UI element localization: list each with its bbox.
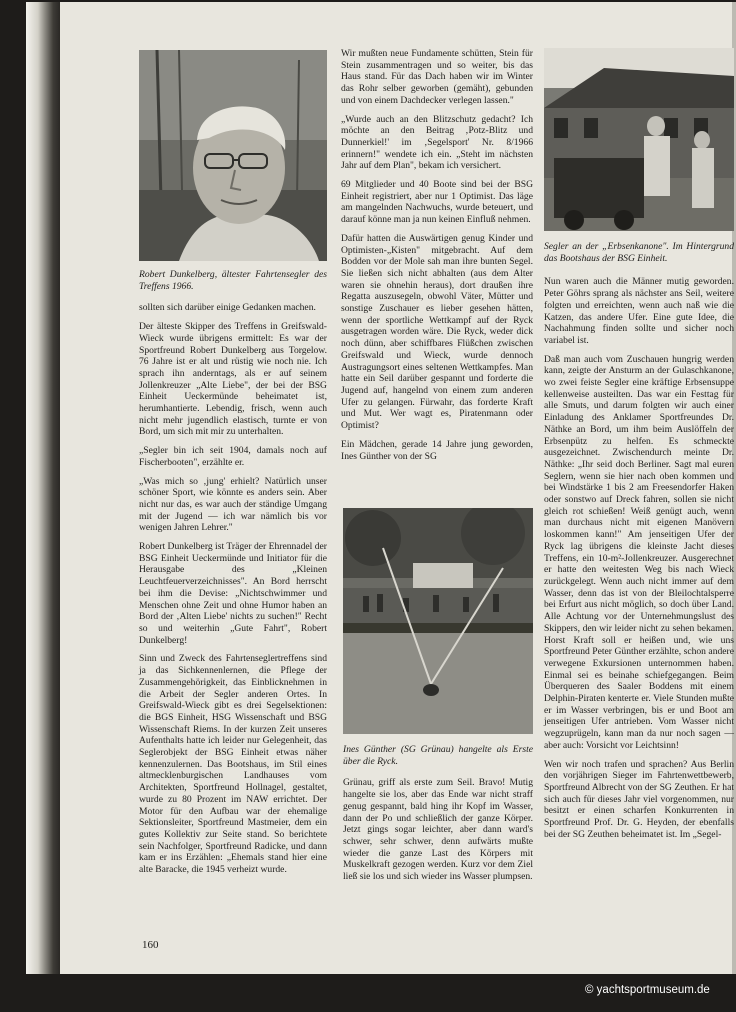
copyright-watermark: © yachtsportmuseum.de [585,984,710,996]
rope-crossing-image [343,508,533,734]
paragraph: „Wurde auch an den Blitzschutz gedacht? Ich möchte an den Beitrag ‚Potz-Blitz und Dunnerkiel!' im ‚Segelsport' Nr. 8/1966 erinnern!" wendete ich ein. „Steht im nächsten Jahr auf dem Plan", bekam ich versichert. [341,113,533,172]
photo-robert-dunkelberg [139,50,327,261]
photo-caption: Ines Günther (SG Grünau) hangelte als Erste über die Ryck. [343,744,533,767]
paragraph: „Was mich so ‚jung' erhielt? Natürlich unser schöner Sport, wie könnte es anders sein. Aber nicht nur das, es war auch der ständige Umgang mit der Jugend — ich war nämlich bis vor wenigen Jahren Lehrer." [139,475,327,534]
paragraph: Ein Mädchen, gerade 14 Jahre jung geworden, Ines Günther von der SG [341,438,533,462]
paragraph: Robert Dunkelberg ist Träger der Ehrennadel der BSG Einheit Ueckermünde und Initiator für die Herausgabe des „Kleinen Leuchtfeuerverzeichnisses". An Bord herrscht bei ihm die Devise: „Nichtschwimmer und Menschen ohne Zeit und ohne Humor haben an Bord der ‚Alten Liebe' nichts zu suchen!" Recht so und weiterhin „Gute Fahrt", Robert Dunkelberg! [139,541,327,646]
photo-caption: Robert Dunkelberg, ältester Fahrtensegler des Treffens 1966. [139,269,327,292]
paragraph: Nun waren auch die Männer mutig geworden. Peter Göhrs sprang als nächster ans Seil, weitere folgten und erreichten, wenn auch naß wie die Katzen, das andere Ufer. Eine gute Idee, die Nachahmung finden sollte und sicher noch variabel ist. [544,276,734,346]
paragraph: Wir mußten neue Fundamente schütten, Stein für Stein zusammentragen und so weiter, bis das Haus stand. Für das Dach haben wir im Winter das Rohr selber geworben (gemäht), gebunden und von einem Dachdecker verlegen lassen." [341,48,533,106]
erbsenkanone-image [544,48,734,231]
column-2-lower [343,508,533,890]
paragraph: Grünau, griff als erste zum Seil. Bravo! Mutig hangelte sie los, aber das Ende war nicht straff genug gespannt, bald hing ihr Kopf im Wasser, dann der Po und schließlich der ganze Körper. Jetzt gings sogar leichter, aber dann ward's schwer, sehr schwer, denn aufwärts mußte wieder die ganze Last des Körpers mit Muskelkraft gezogen werden. Kurz vor dem Ziel ließ sie los und sich wieder ins Wasser plumpsen. [343,777,533,883]
portrait-image [139,50,327,261]
column-3 [544,48,734,847]
paragraph: Wen wir noch trafen und sprachen? Aus Berlin den vorjährigen Sieger im Fahrtenwettbewerb, Sportfreund Albrecht von der SG Zeuthen. Er hat sich auch für dieses Jahr viel vorgenommen, nur besitzt er einen scharfen Konkurrenten in Sportfreund Prof. Dr. G. Heyden, der ebenfalls bei der SG Zeuthen beheimatet ist. Im „Segel- [544,758,734,840]
paragraph: Der älteste Skipper des Treffens in Greifswald-Wieck wurde übrigens ermittelt: Es war der Sportfreund Robert Dunkelberg aus Torgelow. 76 Jahre ist er alt und rüstig wie noch nie. Ich sprach ihn anderntags, als er auf seinem Jollenkreuzer „Alte Liebe", der bei der BSG Einheit Ueckermünde beheimatet ist, herumhantierte. Lebendig, frisch, wenn auch nicht mehr jugendlich elastisch, turnte er von Bord, um sich mit mir zu unterhalten. [139,321,327,438]
page-number: 160 [142,939,159,951]
book-page [26,2,736,974]
photo-caption: Segler an der „Erbsenkanone". Im Hintergrund das Bootshaus der BSG Einheit. [544,241,734,264]
paragraph: „Segler bin ich seit 1904, damals noch auf Fischerbooten", erzählte er. [139,445,327,468]
paragraph: Daß man auch vom Zuschauen hungrig werden kann, zeigte der Ansturm an der Gulaschkanone, wo zwei feiste Segler eine kräftige Erbsensuppe kellenweise austeilten. Das war ein Festtag für alle Smuts, und darum folgten wir auch einer Einladung des Anklamer Sportfreundes Dr. Näthke an Bord, um ihm beim Auslöffeln der Erbsenpütz zu helfen. Es schmeckte ausgezeichnet. Zwischendurch meinte Dr. Näthke: „Ihr seid doch Berliner. Sagt mal euren Seglern, wenn sie hier nach oben kommen und bei Windstärke 1 bis 2 am Freesendorfer Haken oder sonstwo auf Dreck fahren, sollen sie nicht gleich rot schießen! Weiß genügt auch, wenn man durchaus nicht mit eigenen Manövern loskommen kann!" Am jenseitigen Ufer der Ryck lag übrigens die kleinste Jacht dieses Treffens, ein 10-m²-Jollenkreuzer. Ausgerechnet er hatte den weitesten Weg bis nach Wieck zurückgelegt. Wenn auch nicht immer auf dem Wasser, denn das ist von der Bleilochtalsperre bei Erfurt aus nicht möglich, so doch über Land. Alle Achtung vor der Unternehmungslust des Skippers, den wir leider nicht zu sehen bekamen. Horst Kraft soll er heißen und, wie uns Sportfreund Peter Günther erzählte, schon andere verwegene Exkursionen unternommen haben. Einmal sei es beinahe schiefgegangen. Beim Überqueren des Saaler Boddens mit einem Delphin-Piraten kenterte er. Viele Stunden mußte er im Wasser verbringen, bis er und Boot am jenseitigen Ufer antrieben. Vom Wasser nicht wegzuprügeln, kann man da nur noch sagen — aber auch: Vorsicht vor Leichtsinn! [544,353,734,751]
paragraph: Sinn und Zweck des Fahrtenseglertreffens sind ja das Sichkennenlernen, die Pflege der Zusammengehörigkeit, das Einblicknehmen in die Arbeit der Segler anderen Ortes. In Greifswald-Wieck gibt es drei Segelsektionen: die BGS Einheit, HSG Wissenschaft und BSG Wissenschaft Riems. In der kurzen Zeit unseres Aufenthalts hatte ich leider nur Gelegenheit, das Seglerobjekt der BSG Einheit etwas näher kennenzulernen. Das Bootshaus, im Stil eines altmecklenburgischen Landhauses vom Architekten, Sportfreund Hollnagel, gestaltet, wurde zu 80 Prozent im NAW errichtet. Der Motor für den Aufbau war der ehemalige Sektionsleiter, Sportfreund Mastmeier, dem ein gutes Kollektiv zur Seite stand. So berichtete sein Nachfolger, Sportfreund Radicke, und dann kam er ins Erzählen: „Ehemals stand hier eine alte Baracke, die 1945 verheizt wurde. [139,653,327,876]
paragraph: sollten sich darüber einige Gedanken machen. [139,302,316,314]
book-binding [26,2,60,974]
column-2 [341,48,533,469]
paragraph: Dafür hatten die Auswärtigen genug Kinder und Optimisten-„Kisten" mitgebracht. Auf dem Bodden vor der Mole sah man ihre bunten Segel. Sie ließen sich nicht abhalten (aus dem Alter waren sie ohnehin heraus), dort draußen ihre Regatta auszusegeln, obwohl Väter, Mütter und sonstige Zuschauer es lieber gesehen hätten, wenn der sportliche Wettkampf auf der Ryck ausgetragen worden wäre. Die Ryck, weder dick noch dünn, aber schiffbares Flüßchen zwischen Greifswald und Wieck, wurde dennoch Austragungsort eines seltenen Wettkampfes. Man hatte ein Seil darüber gespannt und forderte die Jugend auf, hangelnd von einem zum anderen Ufer zu gelangen. Fürwahr, das forderte Kraft und Mut. Wer wagt es, Piratenmann oder Optimist? [341,232,533,432]
photo-erbsenkanone [544,48,734,231]
photo-rope-crossing [343,508,533,734]
column-1 [139,50,327,883]
paragraph: 69 Mitglieder und 40 Boote sind bei der BSG Einheit registriert, aber nur 1 Optimist. Das läge am mangelnden Nachwuchs, wurde beteuert, und darauf könne man ja nun keinen Einfluß nehmen. [341,179,533,226]
